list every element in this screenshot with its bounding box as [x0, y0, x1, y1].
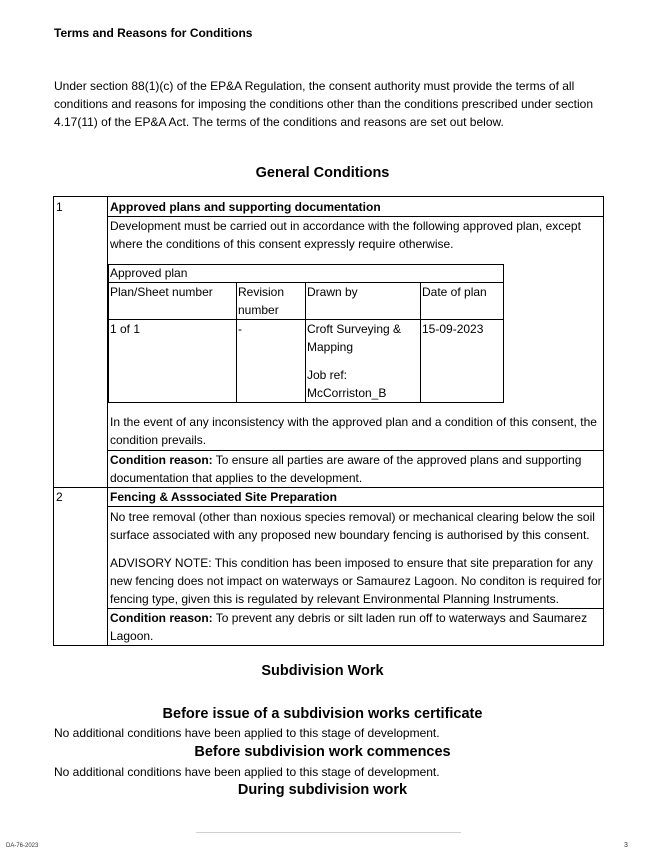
condition-2-advisory-line2: new fencing does not impact on waterways or Samaurez Lagoon. No conditon is required for [110, 574, 602, 588]
footer-document-id: DA-76-2023 [6, 843, 39, 849]
section-title-subdivision-work: Subdivision Work [261, 663, 384, 679]
condition-1-reason-label: Condition reason: [110, 453, 213, 467]
cell-drawn-by-line1: Croft Surveying & [307, 322, 402, 336]
header-plan-sheet-number: Plan/Sheet number [110, 285, 213, 299]
condition-1-text-line2: where the conditions of this consent expressly require otherwise. [110, 237, 454, 251]
cell-job-ref-line2: McCorriston_B [307, 386, 387, 400]
cell-job-ref-line1: Job ref: [307, 368, 348, 382]
condition-2-advisory-line3: fencing type, given this is regulated by relevant Environmental Planning Instruments. [110, 592, 559, 606]
subsection-title-before-certificate: Before issue of a subdivision works certificate [162, 706, 483, 722]
page-heading: Terms and Reasons for Conditions [54, 26, 253, 40]
condition-2-reason-line2: Lagoon. [110, 629, 154, 643]
footer-page-number: 3 [624, 842, 628, 849]
cell-drawn-by-line2: Mapping [307, 340, 354, 354]
condition-2-advisory-line1: ADVISORY NOTE: This condition has been imposed to ensure that site preparation for any [110, 556, 593, 570]
row-divider [107, 506, 604, 507]
condition-2-text-line2: surface associated with any proposed new boundary fencing is authorised by this consent. [110, 528, 590, 542]
condition-1-inconsistency-line2: condition prevails. [110, 433, 207, 447]
header-date-of-plan: Date of plan [422, 285, 487, 299]
condition-1-number: 1 [56, 200, 63, 214]
intro-paragraph: Under section 88(1)(c) of the EP&A Regulation, the consent authority must provide the terms of all conditions and reasons for imposing the conditions other than the conditions prescribed under section 4.17(11) of the EP&A Act. The terms of the conditions and reasons are set out below. [54, 79, 593, 129]
cell-date-of-plan: 15-09-2023 [422, 322, 484, 336]
subsection-title-before-commences: Before subdivision work commences [194, 744, 451, 760]
condition-1-reason-text: To ensure all parties are aware of the approved plans and supporting [215, 453, 582, 467]
col-divider [305, 282, 306, 403]
condition-2-title: Fencing & Asssociated Site Preparation [110, 490, 337, 504]
subsection-title-during: During subdivision work [237, 782, 408, 798]
before-certificate-text: No additional conditions have been applied to this stage of development. [54, 726, 440, 740]
cell-revision: - [238, 322, 242, 336]
footer-rule [196, 832, 461, 833]
before-commences-text: No additional conditions have been applied to this stage of development. [54, 765, 440, 779]
condition-2-number: 2 [56, 490, 63, 504]
cell-plan-sheet: 1 of 1 [110, 322, 141, 336]
condition-2-reason-label: Condition reason: [110, 611, 213, 625]
condition-1-reason-line2: documentation that applies to the development. [110, 471, 363, 485]
condition-2-text-line1: No tree removal (other than noxious species removal) or mechanical clearing below the soil [110, 510, 595, 524]
condition-1-reason-line1 [110, 451, 581, 469]
condition-1-title: Approved plans and supporting documentation [110, 200, 381, 214]
approved-plan-caption: Approved plan [110, 266, 188, 280]
condition-1-inconsistency-line1: In the event of any inconsistency with the approved plan and a condition of this consent, the [110, 415, 597, 429]
condition-2-reason-line1 [110, 609, 587, 627]
condition-1-text-line1: Development must be carried out in accordance with the following approved plan, except [110, 219, 581, 233]
col-divider [420, 282, 421, 403]
header-revision-line1: Revision [238, 285, 285, 299]
header-drawn-by: Drawn by [307, 285, 358, 299]
header-revision-line2: number [238, 303, 279, 317]
col-divider [236, 282, 237, 403]
section-title-general-conditions: General Conditions [255, 165, 390, 181]
condition-2-reason-text: To prevent any debris or silt laden run off to waterways and Saumarez [215, 611, 588, 625]
